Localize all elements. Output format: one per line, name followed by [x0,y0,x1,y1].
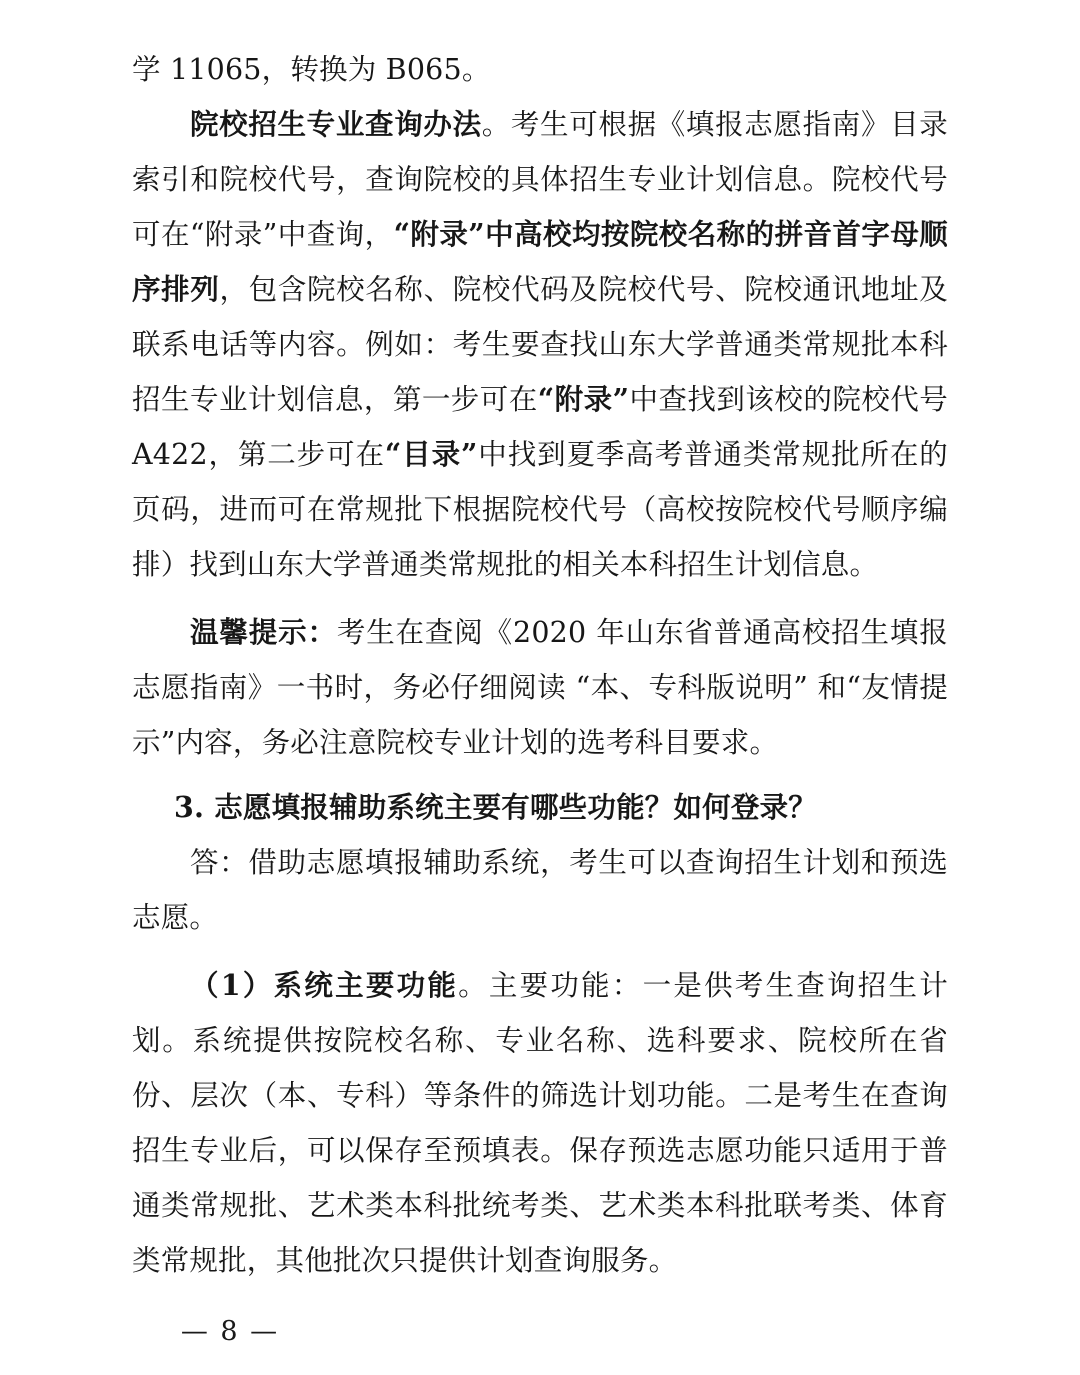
paragraph-emphasis-1: “附录”中高校均按院校名称的拼音首字母顺序排列 [132,217,948,306]
page-body [132,42,948,1288]
paragraph-text-1: 。考生可根据《填报志愿指南》目录索引和院校代号，查询院校的具体招生专业计划信息。院校代号可在“附录”中查询， [132,108,948,251]
paragraph-lead-system-functions: （1）系统主要功能 [190,968,459,1002]
paragraph-lead-warm-tip: 温馨提示： [190,615,337,649]
paragraph-system-functions-text: 。主要功能：一是供考生查询招生计划。系统提供按院校名称、专业名称、选科要求、院校所在省份、层次（本、专科）等条件的筛选计划功能。二是考生在查询招生专业后，可以保存至预填表。保存预选志愿功能只适用于普通类常规批、艺术类本科批统考类、艺术类本科批联考类、体育类常规批，其他批次只提供计划查询服务。 [132,969,949,1277]
page-footer [0,1316,1080,1347]
paragraph-lead-college-major-query: 院校招生专业查询办法 [190,107,482,141]
paragraph-text-4: 中找到夏季高考普通类常规批所在的页码，进而可在常规批下根据院校代号（高校按院校代号顺序编排）找到山东大学普通类常规批的相关本科招生计划信息。 [132,438,949,581]
paragraph-text-2: ，包含院校名称、院校代码及院校代号、院校通讯地址及联系电话等内容。例如：考生要查找山东大学普通类常规批本科招生专业计划信息，第一步可在 [132,273,948,416]
paragraph-system-functions [132,958,948,1288]
paragraph-emphasis-3: “目录” [384,437,478,471]
paragraph-text-3: 中查找到该校的院校代号 A422，第二步可在 [132,383,948,471]
paragraph-warm-tip [132,605,948,770]
paragraph-warm-tip-text: 考生在查阅《2020 年山东省普通高校招生填报志愿指南》一书时，务必仔细阅读 “本、专科版说明” 和“友情提示”内容，务必注意院校专业计划的选考科目要求。 [132,616,948,759]
paragraph-answer-3 [132,835,948,945]
paragraph-continuation [132,42,948,97]
paragraph-continuation-text: 学 11065，转换为 B065。 [132,53,491,86]
page-number: — 8 — [180,1316,280,1347]
paragraph-answer-3-text: 答：借助志愿填报辅助系统，考生可以查询招生计划和预选志愿。 [132,846,948,934]
paragraph-emphasis-2: “附录” [537,382,630,416]
question-heading-3 [132,780,948,835]
question-heading-3-text: 3. 志愿填报辅助系统主要有哪些功能？如何登录？ [174,790,817,824]
paragraph-college-major-query [132,97,948,592]
